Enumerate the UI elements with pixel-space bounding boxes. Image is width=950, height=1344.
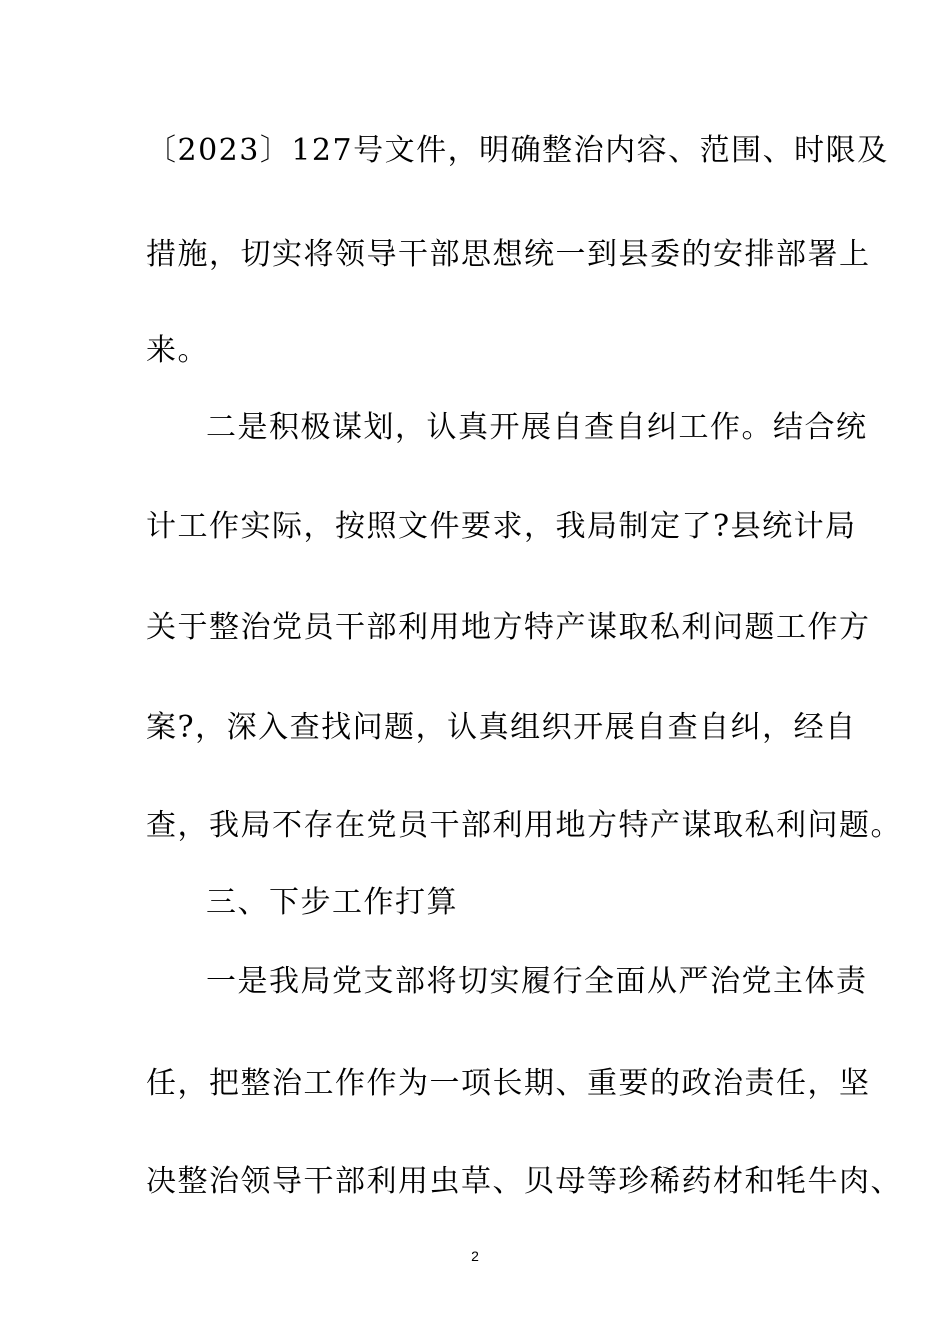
body-text-line: 来。 <box>146 333 209 368</box>
body-text-line: 任，把整治工作作为一项长期、重要的政治责任，坚 <box>146 1066 871 1101</box>
body-text-line: 决整治领导干部利用虫草、贝母等珍稀药材和牦牛肉、 <box>146 1164 902 1199</box>
body-text-line: 〔2023〕127号文件，明确整治内容、范围、时限及 <box>146 133 889 168</box>
body-text-line: 查，我局不存在党员干部利用地方特产谋取私利问题。 <box>146 808 902 843</box>
paragraph-start-line: 二是积极谋划，认真开展自查自纠工作。结合统 <box>206 410 868 445</box>
body-text-line: 计工作实际，按照文件要求，我局制定了?县统计局 <box>146 509 857 544</box>
page-number: 2 <box>471 1248 479 1264</box>
body-text-line: 措施，切实将领导干部思想统一到县委的安排部署上 <box>146 237 871 272</box>
section-heading: 三、下步工作打算 <box>206 885 458 920</box>
paragraph-start-line: 一是我局党支部将切实履行全面从严治党主体责 <box>206 964 868 999</box>
body-text-line: 关于整治党员干部利用地方特产谋取私利问题工作方 <box>146 610 871 645</box>
body-text-line: 案?，深入查找问题，认真组织开展自查自纠，经自 <box>146 710 857 745</box>
